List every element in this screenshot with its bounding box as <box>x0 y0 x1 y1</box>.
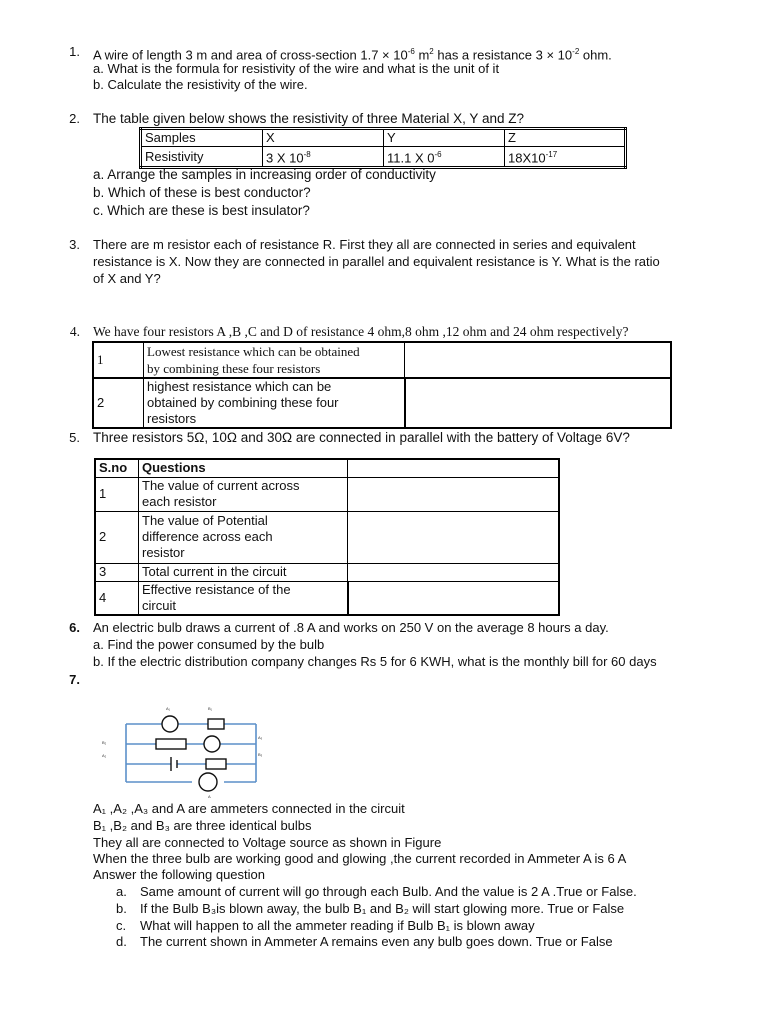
table-cell: 11.1 X $0^{-6}$ <box>384 147 505 168</box>
q5-row-number: 3 <box>95 563 139 581</box>
q5-row-number: 4 <box>95 581 139 615</box>
q4-answer-cell[interactable] <box>405 378 672 428</box>
q1-part-a: a. What is the formula for resistivity of the wire and what is the unit of it <box>93 61 500 76</box>
q5-answer-cell[interactable] <box>348 563 560 581</box>
q7-item-d-marker: d. <box>116 934 127 949</box>
q7-item-c-marker: c. <box>116 918 127 933</box>
q7-item-b-marker: b. <box>116 901 127 916</box>
table-header: S.no <box>95 459 139 477</box>
table-row-label: Resistivity <box>141 147 263 168</box>
svg-text:A₂: A₂ <box>102 753 107 758</box>
q4-text: We have four resistors A ,B ,C and D of resistance 4 ohm,8 ohm ,12 ohm and 24 ohm respectively? <box>93 324 629 339</box>
q7-item-d: The current shown in Ammeter A remains even any bulb goes down. True or False <box>140 934 613 949</box>
bulb-icon <box>206 759 226 769</box>
ammeter-icon <box>162 716 178 732</box>
svg-text:A: A <box>208 794 211 799</box>
table-header: Y <box>384 129 505 147</box>
q5-number: 5. <box>69 430 80 445</box>
q7-line5: Answer the following question <box>93 867 265 882</box>
q3-number: 3. <box>69 237 80 252</box>
svg-text:B₁: B₁ <box>208 706 213 711</box>
q4-row-text: highest resistance which can be obtained by combining these four resistors <box>144 378 405 428</box>
q7-item-c: What will happen to all the ammeter reading if Bulb B₁ is blown away <box>140 918 535 933</box>
q7-line1: A₁ ,A₂ ,A₃ and A are ammeters connected in the circuit <box>93 801 405 816</box>
q5-text: Three resistors 5Ω, 10Ω and 30Ω are connected in parallel with the battery of Voltage 6V? <box>93 430 630 445</box>
ammeter-icon <box>204 736 220 752</box>
q5-answer-cell[interactable] <box>348 581 560 615</box>
q5-row-text: The value of current across each resistor <box>139 477 348 511</box>
q7-item-a: Same amount of current will go through each Bulb. And the value is 2 A .True or False. <box>140 884 637 899</box>
q6-part-a: a. Find the power consumed by the bulb <box>93 637 325 652</box>
q5-row-number: 1 <box>95 477 139 511</box>
q4-number: 4. <box>69 324 80 339</box>
q5-answer-cell[interactable] <box>348 511 560 563</box>
table-header: Questions <box>139 459 348 477</box>
circuit-diagram <box>96 692 276 802</box>
q6-text: An electric bulb draws a current of .8 A and works on 250 V on the average 8 hours a day. <box>93 620 609 635</box>
table-header: Z <box>505 129 626 147</box>
q2-text: The table given below shows the resistivity of three Material X, Y and Z? <box>93 111 524 126</box>
svg-text:B₃: B₃ <box>258 752 263 757</box>
q4-row-text: Lowest resistance which can be obtained by combining these four resistors <box>144 342 405 378</box>
q1-part-b: b. Calculate the resistivity of the wire. <box>93 77 308 92</box>
q7-line2: B₁ ,B₂ and B₃ are three identical bulbs <box>93 818 312 833</box>
q5-row-number: 2 <box>95 511 139 563</box>
q1-number: 1. <box>69 44 80 59</box>
q2-part-b: b. Which of these is best conductor? <box>93 185 311 200</box>
q4-row-number: 1 <box>93 342 144 378</box>
resistivity-table <box>139 127 627 169</box>
q3-line2: resistance is X. Now they are connected in parallel and equivalent resistance is Y. What is the ratio <box>93 254 660 269</box>
q7-item-a-marker: a. <box>116 884 127 899</box>
q4-answer-cell[interactable] <box>405 342 672 378</box>
q6-number: 6. <box>69 620 80 635</box>
q7-line3: They all are connected to Voltage source as shown in Figure <box>93 835 442 850</box>
svg-text:B₂: B₂ <box>102 740 107 745</box>
q1-text: A wire of length 3 m and area of cross-section $1.7 \times 10^{-6}$ $m^2$ has a resistance $3 \times 10^{-2}$ ohm. <box>93 47 612 63</box>
q4-table <box>92 341 672 429</box>
bulb-icon <box>208 719 224 729</box>
ammeter-icon <box>199 773 217 791</box>
q5-table <box>94 458 560 616</box>
svg-text:A₃: A₃ <box>258 735 263 740</box>
q7-item-b: If the Bulb B₃is blown away, the bulb B₁ and B₂ will start glowing more. True or False <box>140 901 625 916</box>
table-header: X <box>263 129 384 147</box>
table-cell: $18X10^{-17}$ <box>505 147 626 168</box>
q2-part-c: c. Which are these is best insulator? <box>93 203 310 218</box>
q7-number: 7. <box>69 672 80 687</box>
svg-text:A₁: A₁ <box>166 706 171 711</box>
q5-answer-cell[interactable] <box>348 477 560 511</box>
bulb-icon <box>156 739 186 749</box>
q6-part-b: b. If the electric distribution company changes Rs 5 for 6 KWH, what is the monthly bill for 60 days <box>93 654 657 669</box>
q5-answer-cell[interactable] <box>348 459 560 477</box>
q3-line3: of X and Y? <box>93 271 161 286</box>
q5-row-text: Total current in the circuit <box>139 563 348 581</box>
q2-part-a: a. Arrange the samples in increasing order of conductivity <box>93 167 436 182</box>
q4-row-number: 2 <box>93 378 144 428</box>
q5-row-text: Effective resistance of the circuit <box>139 581 348 615</box>
q5-row-text: The value of Potential difference across each resistor <box>139 511 348 563</box>
table-header: Samples <box>141 129 263 147</box>
q7-line4: When the three bulb are working good and glowing ,the current recorded in Ammeter A is 6 A <box>93 851 627 866</box>
q3-line1: There are m resistor each of resistance R. First they all are connected in series and equivalent <box>93 237 636 252</box>
q2-number: 2. <box>69 111 80 126</box>
table-cell: 3 X $10^{-8}$ <box>263 147 384 168</box>
